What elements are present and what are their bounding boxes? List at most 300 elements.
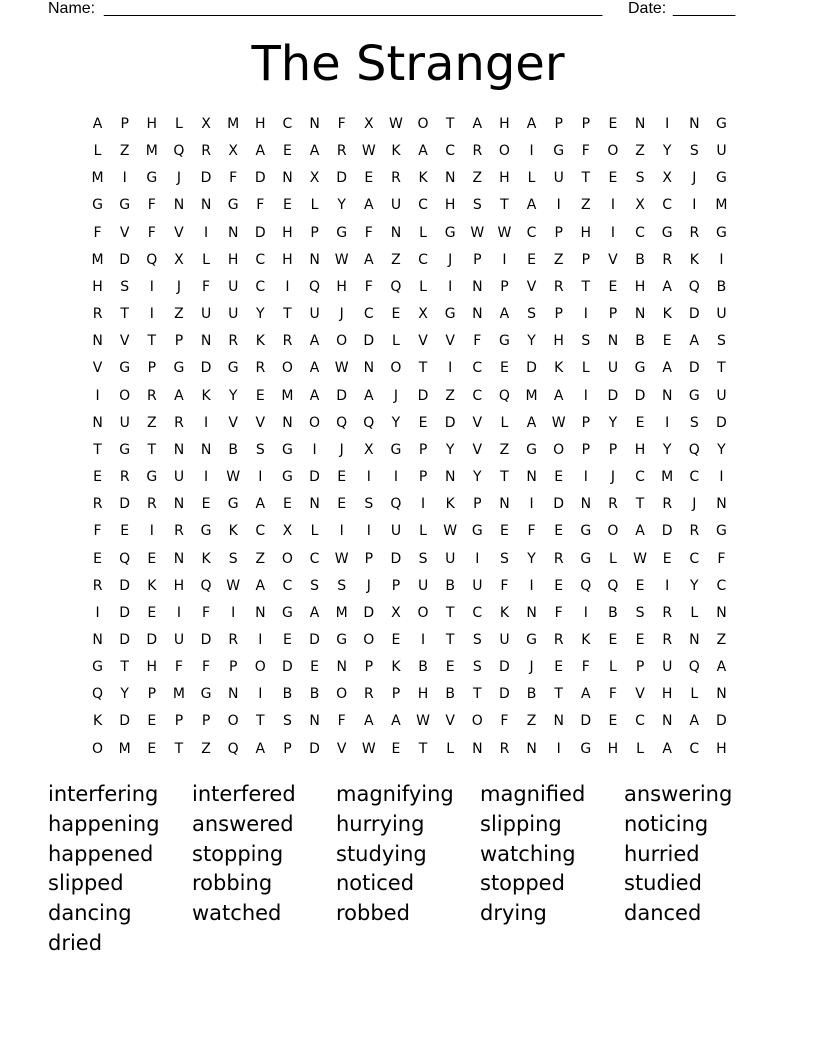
grid-letter: B <box>418 659 428 676</box>
grid-letter: Z <box>499 441 510 458</box>
grid-letter: Y <box>228 387 238 404</box>
grid-letter: Q <box>173 143 185 160</box>
grid-letter: G <box>716 116 727 132</box>
grid-letter: A <box>418 143 428 160</box>
word-bank-item: magnifying <box>336 782 454 806</box>
grid-letter: O <box>336 686 348 703</box>
grid-letter: O <box>390 360 402 377</box>
word-bank-item: hurried <box>624 841 700 866</box>
grid-letter: D <box>119 251 131 268</box>
grid-letter: Z <box>635 143 645 160</box>
grid-letter: B <box>228 441 238 458</box>
grid-letter: Y <box>527 333 536 350</box>
word-bank-item: interfered <box>192 782 296 806</box>
grid-letter: P <box>473 251 482 268</box>
grid-letter: X <box>635 197 645 214</box>
grid-letter: S <box>228 550 238 567</box>
grid-letter: I <box>95 387 100 404</box>
grid-letter: F <box>473 333 482 350</box>
grid-letter: C <box>255 278 266 295</box>
grid-letter: F <box>337 116 346 132</box>
grid-letter: D <box>336 387 348 404</box>
grid-letter: P <box>581 251 591 268</box>
grid-letter: Q <box>200 577 212 594</box>
grid-letter: T <box>256 713 265 730</box>
grid-letter: T <box>418 360 428 377</box>
grid-letter: C <box>635 713 645 730</box>
grid-letter: U <box>472 577 483 594</box>
grid-letter: W <box>470 224 485 241</box>
grid-letter: J <box>692 170 697 187</box>
grid-letter: I <box>312 441 317 458</box>
word-bank-item: noticing <box>624 811 709 836</box>
grid-letter: L <box>419 278 427 295</box>
grid-letter: P <box>201 713 211 730</box>
grid-letter: E <box>283 197 292 214</box>
grid-letter: H <box>444 197 456 214</box>
grid-letter: R <box>689 523 700 540</box>
grid-letter: F <box>500 577 509 594</box>
grid-letter: E <box>608 713 618 730</box>
grid-letter: G <box>580 550 592 567</box>
grid-letter: O <box>363 631 375 648</box>
grid-letter: H <box>282 251 293 268</box>
grid-letter: D <box>688 360 700 377</box>
grid-letter: P <box>500 278 509 295</box>
grid-letter: E <box>608 170 618 187</box>
grid-letter: M <box>145 143 158 160</box>
grid-letter: T <box>445 631 455 648</box>
grid-letter: G <box>336 631 348 648</box>
grid-letter: T <box>418 740 428 757</box>
grid-letter: R <box>336 143 347 160</box>
grid-letter: G <box>119 360 131 377</box>
grid-row <box>84 494 735 521</box>
grid-letter: I <box>285 278 290 295</box>
grid-letter: I <box>556 197 561 214</box>
grid-letter: T <box>635 496 645 513</box>
grid-letter: A <box>662 278 672 295</box>
grid-letter: V <box>255 414 266 431</box>
grid-letter: A <box>309 143 320 160</box>
grid-letter: G <box>716 523 727 540</box>
grid-letter: I <box>529 143 534 160</box>
grid-letter: A <box>364 197 374 214</box>
grid-letter: Q <box>227 740 239 757</box>
grid-letter: R <box>472 143 483 160</box>
grid-letter: A <box>309 604 320 621</box>
grid-letter: M <box>281 387 294 404</box>
grid-letter: A <box>255 143 266 160</box>
word-bank-item: hurrying <box>336 811 425 836</box>
grid-letter: D <box>254 224 266 241</box>
grid-letter: N <box>282 170 293 187</box>
grid-letter: I <box>583 306 588 323</box>
grid-letter: N <box>472 278 483 295</box>
grid-letter: K <box>255 333 265 350</box>
grid-letter: R <box>174 523 184 540</box>
grid-letter: P <box>635 659 645 676</box>
word-bank-item: drying <box>480 901 547 926</box>
grid-letter: I <box>149 278 154 295</box>
grid-letter: G <box>227 360 239 377</box>
grid-letter: N <box>689 116 700 132</box>
grid-letter: I <box>665 116 670 132</box>
grid-letter: E <box>147 604 157 621</box>
name-blank-line: ________________________________________________________ <box>104 0 603 17</box>
grid-letter: P <box>581 414 591 431</box>
grid-letter: T <box>500 197 509 214</box>
grid-letter: D <box>309 631 320 648</box>
grid-letter: D <box>119 496 131 513</box>
grid-letter: D <box>499 686 510 703</box>
grid-letter: A <box>174 387 184 404</box>
grid-letter: F <box>500 713 509 730</box>
grid-letter: L <box>446 740 455 757</box>
grid-letter: S <box>716 333 726 350</box>
grid-letter: K <box>662 306 672 323</box>
word-bank-item: stopped <box>480 871 565 896</box>
grid-letter: O <box>336 333 348 350</box>
grid-letter: A <box>499 306 510 323</box>
grid-letter: K <box>228 523 238 540</box>
grid-letter: I <box>149 523 154 540</box>
grid-letter: P <box>391 577 401 594</box>
grid-letter: N <box>716 604 727 621</box>
word-bank-item: dried <box>48 930 103 955</box>
grid-row <box>84 521 735 548</box>
grid-row <box>84 141 735 168</box>
grid-letter: W <box>633 550 647 567</box>
grid-row <box>84 603 735 630</box>
grid-letter: R <box>391 170 401 187</box>
grid-letter: W <box>334 550 349 567</box>
grid-letter: C <box>472 387 483 404</box>
grid-row <box>84 630 735 657</box>
grid-letter: G <box>634 360 646 377</box>
grid-letter: C <box>309 550 320 567</box>
word-bank-item: happened <box>48 841 154 866</box>
date-blank-line: _______ <box>673 0 736 17</box>
grid-letter: Q <box>390 496 402 513</box>
grid-letter: Y <box>527 550 536 567</box>
grid-letter: H <box>92 278 103 295</box>
grid-letter: C <box>689 740 700 757</box>
grid-letter: A <box>255 577 266 594</box>
grid-letter: D <box>282 659 293 676</box>
grid-letter: P <box>174 333 184 350</box>
word-bank-item: noticed <box>336 871 415 896</box>
grid-letter: R <box>363 686 374 703</box>
grid-letter: T <box>500 469 509 486</box>
grid-letter: J <box>339 306 344 323</box>
grid-letter: C <box>255 523 266 540</box>
word-bank-item: answered <box>192 811 294 836</box>
word-bank-item: watching <box>480 841 576 866</box>
grid-letter: N <box>200 441 212 458</box>
grid-letter: U <box>173 631 185 648</box>
grid-letter: E <box>201 496 211 513</box>
grid-letter: S <box>635 604 645 621</box>
grid-letter: N <box>716 496 727 513</box>
grid-letter: Q <box>498 387 510 404</box>
grid-letter: F <box>147 197 156 214</box>
grid-letter: I <box>692 197 697 214</box>
grid-letter: L <box>419 523 427 540</box>
grid-letter: E <box>147 713 157 730</box>
grid-letter: R <box>201 143 211 160</box>
grid-letter: I <box>393 469 398 486</box>
grid-letter: G <box>119 441 131 458</box>
grid-letter: U <box>445 550 456 567</box>
grid-letter: R <box>255 360 266 377</box>
grid-letter: X <box>201 116 211 132</box>
grid-letter: N <box>472 306 483 323</box>
grid-letter: Z <box>472 170 483 187</box>
grid-letter: N <box>607 333 619 350</box>
grid-letter: X <box>391 604 401 621</box>
grid-letter: Z <box>391 251 401 268</box>
grid-letter: Z <box>147 414 157 431</box>
grid-row <box>84 386 735 413</box>
grid-letter: T <box>445 116 455 132</box>
grid-row <box>84 739 735 766</box>
grid-letter: R <box>146 387 157 404</box>
grid-letter: E <box>500 523 509 540</box>
grid-row <box>84 223 735 250</box>
grid-letter: E <box>554 523 564 540</box>
grid-letter: Y <box>391 414 401 431</box>
grid-letter: H <box>634 441 646 458</box>
grid-letter: D <box>688 306 700 323</box>
grid-letter: M <box>661 469 674 486</box>
grid-letter: O <box>607 523 619 540</box>
grid-letter: C <box>472 360 483 377</box>
grid-letter: V <box>472 414 483 431</box>
grid-letter: I <box>502 251 507 268</box>
grid-letter: A <box>689 713 700 730</box>
grid-letter: O <box>92 740 104 757</box>
grid-letter: C <box>282 577 293 594</box>
grid-letter: J <box>176 278 181 295</box>
grid-letter: M <box>118 740 131 757</box>
grid-letter: R <box>282 333 293 350</box>
grid-letter: J <box>339 441 344 458</box>
grid-row <box>84 358 735 385</box>
grid-letter: G <box>553 143 565 160</box>
grid-letter: P <box>608 441 618 458</box>
grid-letter: F <box>229 170 238 187</box>
grid-letter: Z <box>119 143 130 160</box>
grid-letter: I <box>583 604 588 621</box>
grid-letter: K <box>391 659 401 676</box>
grid-letter: Z <box>255 550 266 567</box>
grid-letter: I <box>475 550 480 567</box>
grid-letter: N <box>634 306 646 323</box>
grid-letter: O <box>227 713 239 730</box>
grid-letter: A <box>553 387 564 404</box>
grid-letter: I <box>610 197 615 214</box>
grid-letter: E <box>283 143 292 160</box>
grid-letter: O <box>417 116 429 132</box>
grid-letter: N <box>444 469 456 486</box>
grid-letter: D <box>119 631 131 648</box>
grid-letter: G <box>716 170 727 187</box>
grid-letter: E <box>93 550 102 567</box>
grid-letter: E <box>527 251 536 268</box>
grid-letter: N <box>309 116 320 132</box>
grid-letter: U <box>228 306 239 323</box>
grid-letter: Y <box>473 469 482 486</box>
grid-letter: G <box>499 333 510 350</box>
grid-letter: U <box>417 577 429 594</box>
grid-letter: N <box>173 550 185 567</box>
grid-letter: I <box>556 740 561 757</box>
grid-letter: V <box>119 333 130 350</box>
grid-letter: P <box>147 686 157 703</box>
grid-letter: I <box>122 170 127 187</box>
grid-letter: A <box>255 496 266 513</box>
grid-letter: U <box>200 306 212 323</box>
grid-letter: P <box>581 441 591 458</box>
grid-letter: Y <box>662 143 672 160</box>
grid-letter: A <box>309 333 320 350</box>
grid-letter: I <box>203 224 209 241</box>
grid-row <box>84 684 735 711</box>
grid-letter: P <box>608 306 618 323</box>
grid-letter: P <box>473 496 482 513</box>
grid-letter: Y <box>256 306 265 323</box>
grid-letter: C <box>255 251 266 268</box>
grid-letter: P <box>364 659 374 676</box>
grid-letter: J <box>692 496 697 513</box>
grid-letter: P <box>283 740 292 757</box>
word-bank-item: answering <box>624 782 733 806</box>
grid-letter: Z <box>201 740 211 757</box>
word-bank <box>48 780 768 959</box>
grid-letter: V <box>174 224 184 241</box>
grid-letter: N <box>92 631 103 648</box>
grid-letter: A <box>472 116 483 132</box>
grid-letter: T <box>445 604 455 621</box>
grid-letter: W <box>226 469 241 486</box>
grid-letter: I <box>583 387 588 404</box>
grid-letter: I <box>420 631 426 648</box>
grid-letter: K <box>201 550 211 567</box>
grid-letter: S <box>120 278 130 295</box>
grid-letter: H <box>661 686 673 703</box>
grid-letter: N <box>92 333 103 350</box>
grid-letter: I <box>258 469 263 486</box>
grid-letter: K <box>418 170 428 187</box>
grid-letter: X <box>228 143 238 160</box>
grid-letter: Q <box>363 414 375 431</box>
grid-letter: R <box>119 469 130 486</box>
word-bank-item: robbing <box>192 871 273 896</box>
grid-letter: G <box>92 197 103 214</box>
grid-letter: D <box>580 713 592 730</box>
grid-letter: P <box>418 469 428 486</box>
grid-letter: G <box>282 604 293 621</box>
grid-letter: N <box>472 740 483 757</box>
grid-letter: T <box>174 740 184 757</box>
grid-row <box>84 250 735 277</box>
grid-letter: D <box>417 387 429 404</box>
grid-letter: X <box>282 523 293 540</box>
grid-letter: I <box>665 577 670 594</box>
grid-letter: F <box>93 224 102 241</box>
grid-letter: R <box>92 306 103 323</box>
grid-letter: T <box>581 278 591 295</box>
grid-letter: H <box>146 116 158 132</box>
grid-letter: A <box>716 659 727 676</box>
grid-letter: O <box>281 360 293 377</box>
name-label: Name: <box>48 0 96 17</box>
grid-letter: N <box>363 360 375 377</box>
grid-letter: V <box>336 740 347 757</box>
grid-letter: Z <box>526 713 537 730</box>
grid-letter: E <box>283 496 292 513</box>
grid-letter: Q <box>336 414 348 431</box>
grid-letter: Q <box>688 659 700 676</box>
grid-letter: D <box>309 740 320 757</box>
grid-letter: Y <box>120 686 129 703</box>
grid-letter: H <box>282 224 293 241</box>
grid-letter: A <box>581 686 591 703</box>
grid-letter: I <box>610 224 615 241</box>
grid-letter: U <box>119 414 130 431</box>
grid-letter: R <box>608 496 618 513</box>
grid-letter: T <box>473 686 482 703</box>
grid-letter: L <box>581 360 590 377</box>
grid-letter: B <box>608 604 618 621</box>
grid-letter: E <box>391 631 401 648</box>
grid-letter: T <box>581 170 591 187</box>
grid-letter: Z <box>174 306 184 323</box>
grid-letter: Z <box>716 631 727 648</box>
grid-letter: D <box>499 659 510 676</box>
grid-letter: V <box>445 333 455 350</box>
grid-letter: I <box>366 523 371 540</box>
grid-row <box>84 440 735 467</box>
grid-letter: N <box>716 686 727 703</box>
grid-letter: S <box>282 713 292 730</box>
grid-letter: D <box>363 604 375 621</box>
grid-letter: N <box>499 496 510 513</box>
grid-letter: E <box>554 577 564 594</box>
grid-row <box>84 413 735 440</box>
grid-letter: S <box>310 577 319 594</box>
grid-letter: L <box>609 550 617 567</box>
grid-letter: X <box>418 306 428 323</box>
grid-letter: M <box>91 251 104 268</box>
grid-letter: A <box>364 387 374 404</box>
grid-letter: W <box>226 577 241 594</box>
grid-letter: E <box>554 469 564 486</box>
grid-letter: K <box>581 631 591 648</box>
grid-letter: G <box>119 197 131 214</box>
grid-letter: E <box>608 116 618 132</box>
grid-letter: N <box>200 333 212 350</box>
grid-letter: H <box>146 659 158 676</box>
grid-letter: V <box>635 686 645 703</box>
grid-letter: A <box>92 116 103 132</box>
grid-letter: N <box>309 496 320 513</box>
grid-letter: G <box>471 523 483 540</box>
grid-letter: S <box>527 306 536 323</box>
grid-letter: W <box>334 360 349 377</box>
grid-letter: N <box>309 713 320 730</box>
